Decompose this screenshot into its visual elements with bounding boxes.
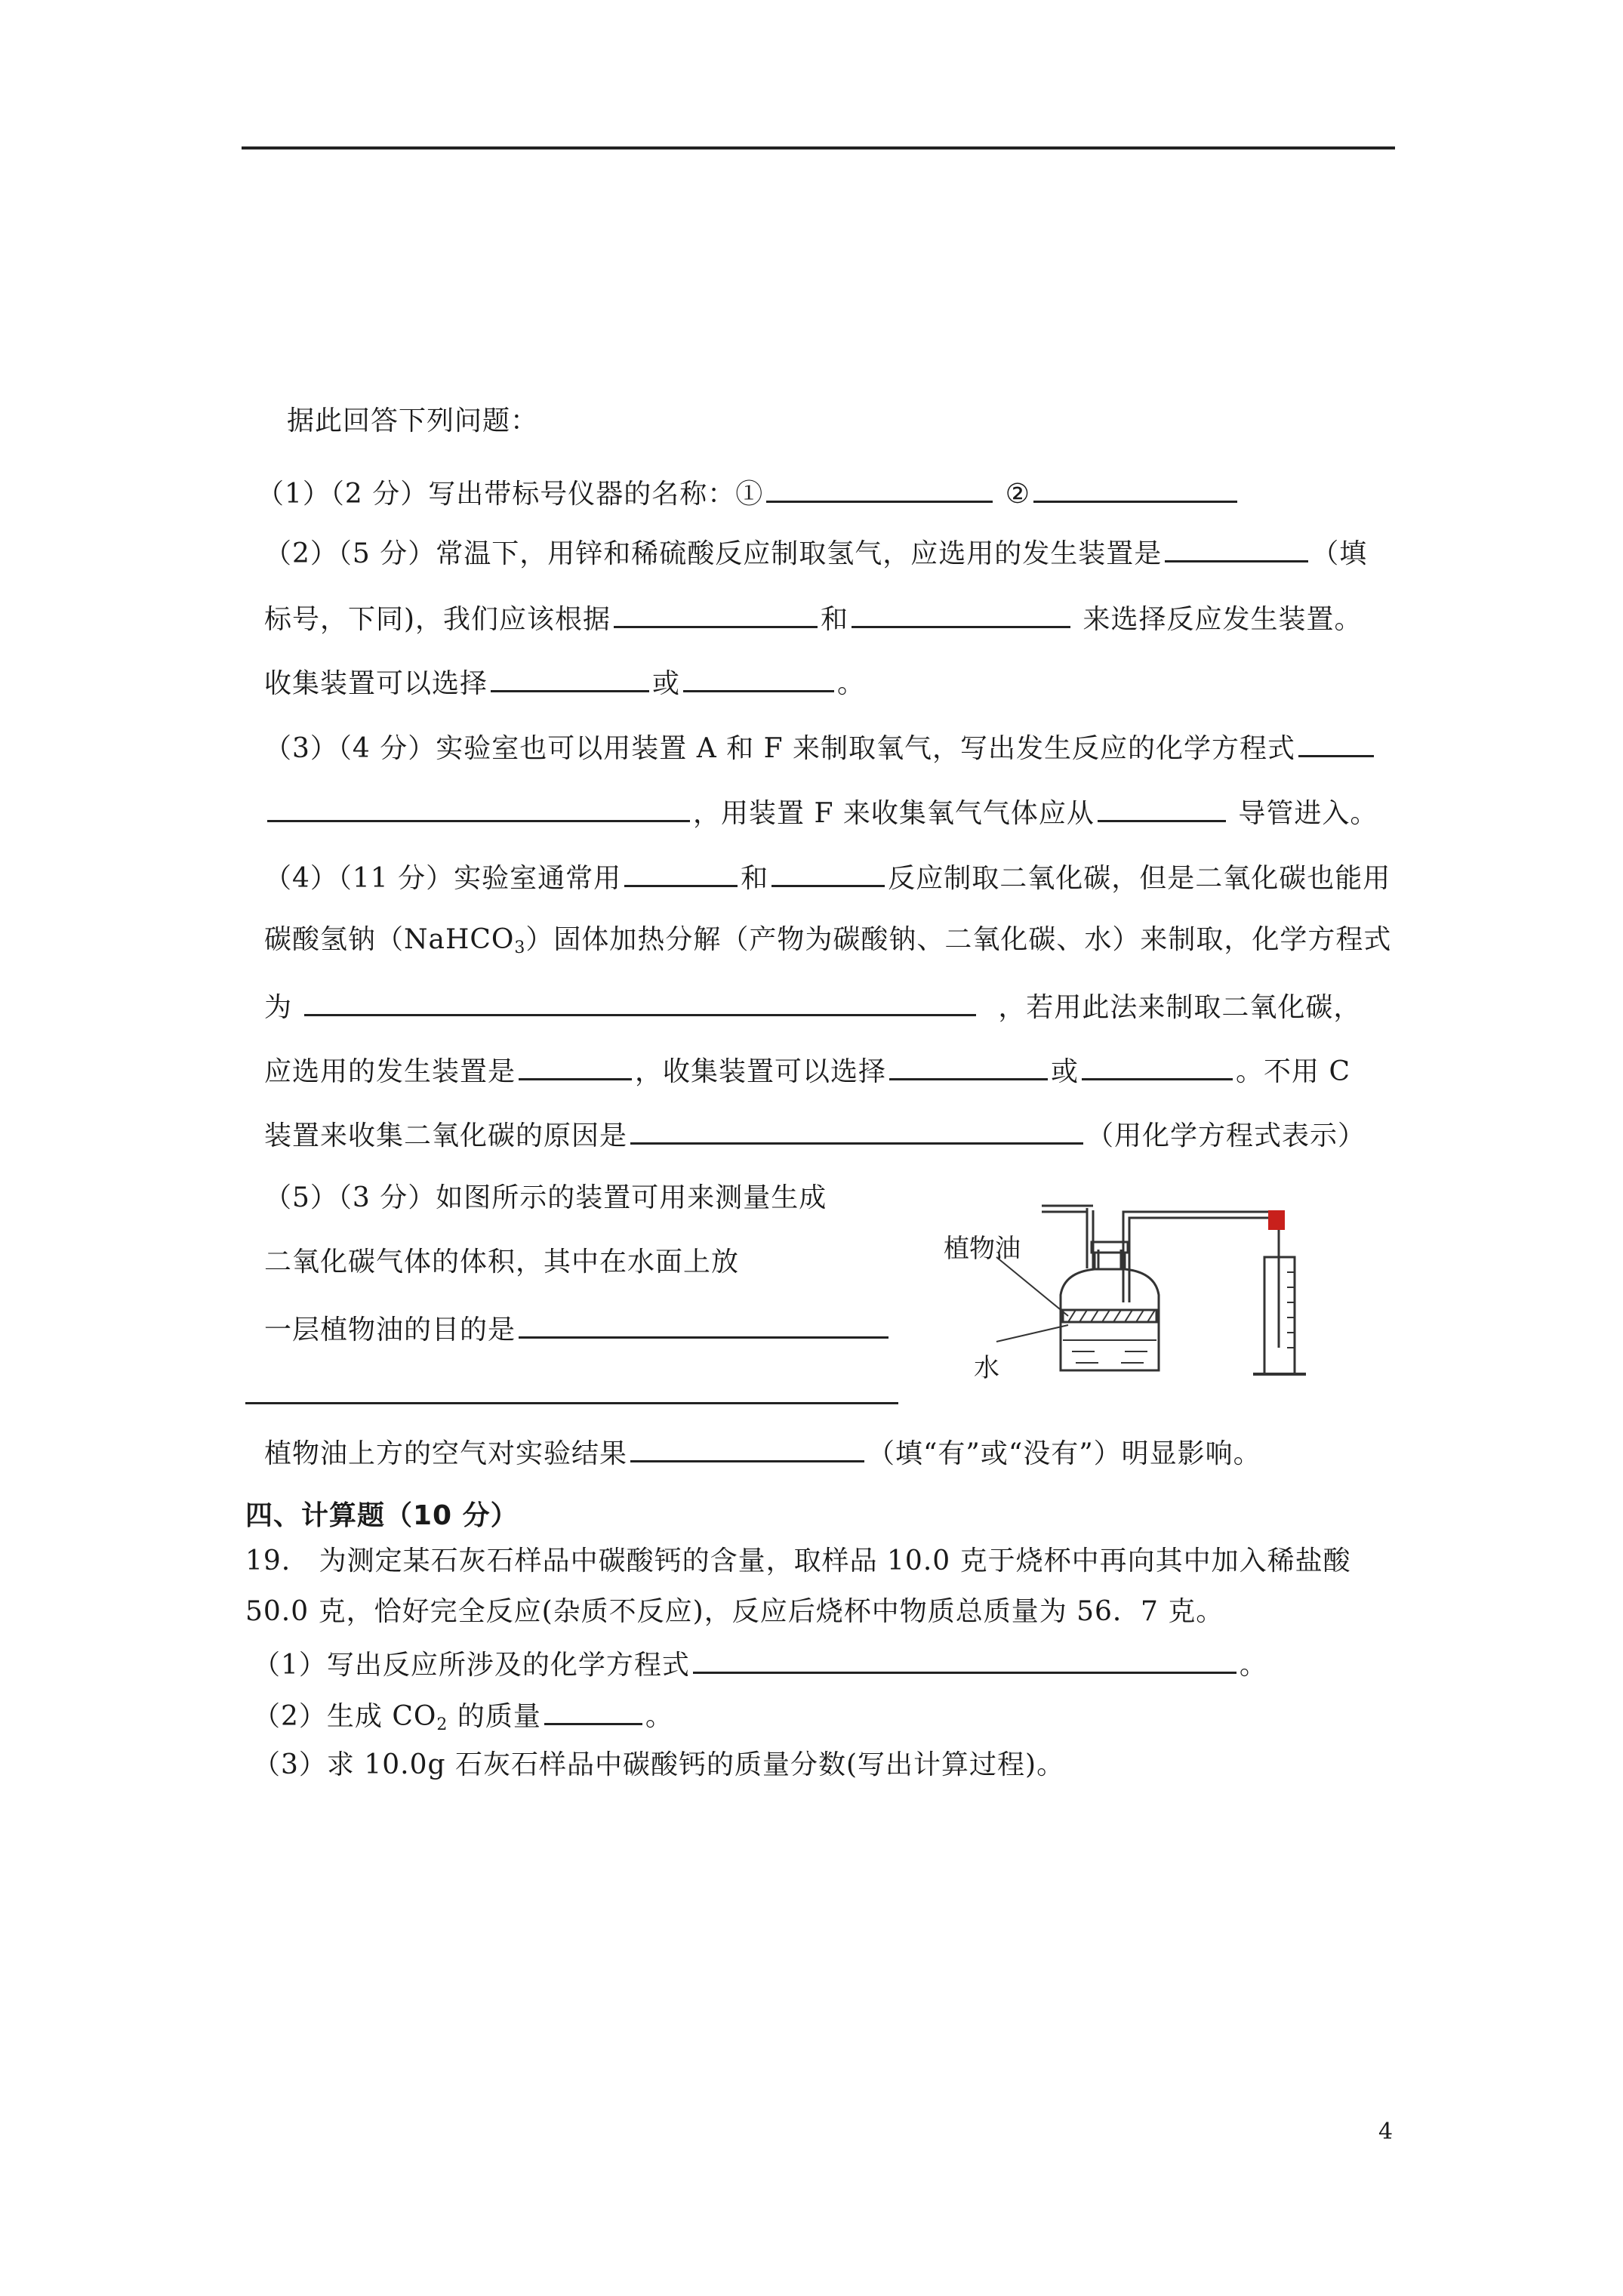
question-2-line3: 收集装置可以选择 或 。 xyxy=(264,664,865,701)
question-19-part2: （2）生成 $CO_2$ 的质量 。 xyxy=(253,1697,673,1734)
answer-line-5b[interactable] xyxy=(245,1402,898,1404)
blank-2e[interactable] xyxy=(683,664,834,692)
blank-2b[interactable] xyxy=(614,600,818,628)
blank-4g[interactable] xyxy=(630,1117,1083,1145)
question-5-line3: 一层植物油的目的是 xyxy=(264,1311,892,1347)
question-2-line2: 标号，下同)，我们应该根据 和 来选择反应发生装置。 xyxy=(264,600,1363,636)
question-1: （1）（2 分）写出带标号仪器的名称：① ② xyxy=(257,475,1240,511)
label-water: 水 xyxy=(974,1353,999,1383)
question-2-line1: （2）（5 分）常温下，用锌和稀硫酸反应制取氢气，应选用的发生装置是 （填 xyxy=(264,535,1367,571)
header-rule xyxy=(242,146,1395,149)
blank-2d[interactable] xyxy=(491,664,649,692)
question-19-part1: （1）写出反应所涉及的化学方程式 。 xyxy=(253,1646,1267,1682)
question-4-line5: 装置来收集二氧化碳的原因是 （用化学方程式表示） xyxy=(264,1117,1366,1153)
rubber-stopper-red xyxy=(1268,1210,1285,1230)
blank-5a[interactable] xyxy=(519,1311,888,1339)
blank-1a[interactable] xyxy=(766,475,993,503)
blank-4f[interactable] xyxy=(1082,1052,1233,1080)
blank-2c[interactable] xyxy=(852,600,1070,628)
question-5-line1: （5）（3 分）如图所示的装置可用来测量生成 xyxy=(264,1182,827,1213)
question-4-line1: （4）（11 分）实验室通常用 和 反应制取二氧化碳，但是二氧化碳也能用 xyxy=(264,859,1390,895)
blank-2a[interactable] xyxy=(1165,535,1308,562)
question-19-line1: 19. 为测定某石灰石样品中碳酸钙的含量，取样品 10.0 克于烧杯中再向其中加入稀盐酸 xyxy=(245,1546,1351,1576)
label-plant-oil: 植物油 xyxy=(944,1234,1021,1264)
blank-19b[interactable] xyxy=(544,1697,642,1725)
blank-3b[interactable] xyxy=(267,794,690,822)
intro-text: 据此回答下列问题： xyxy=(287,405,539,436)
question-5-line5: 植物油上方的空气对实验结果 （填“有”或“没有”）明显影响。 xyxy=(264,1435,1261,1471)
blank-4c[interactable] xyxy=(304,988,976,1016)
blank-4d[interactable] xyxy=(519,1052,632,1080)
question-3-line2: ，用装置 F 来收集氧气气体应从 导管进入。 xyxy=(264,794,1378,831)
blank-5c[interactable] xyxy=(630,1435,864,1462)
section-4-title: 四、计算题（10 分） xyxy=(245,1500,519,1531)
gas-measurement-apparatus-figure xyxy=(944,1197,1336,1385)
question-19-line2: 50.0 克，恰好完全反应(杂质不反应)，反应后烧杯中物质总质量为 56．7 克。 xyxy=(245,1596,1224,1627)
blank-4e[interactable] xyxy=(889,1052,1048,1080)
question-3-line1: （3）（4 分）实验室也可以用装置 A 和 F 来制取氧气，写出发生反应的化学方程式 xyxy=(264,729,1377,766)
page-number: 4 xyxy=(1378,2119,1394,2145)
question-5-line2: 二氧化碳气体的体积，其中在水面上放 xyxy=(264,1247,740,1277)
blank-1b[interactable] xyxy=(1033,475,1237,503)
blank-4a[interactable] xyxy=(624,859,738,887)
question-4-line2: 碳酸氢钠（NaHCO$_3$）固体加热分解（产物为碳酸钠、二氧化碳、水）来制取，化学方程式 xyxy=(264,924,1392,957)
blank-3a[interactable] xyxy=(1298,729,1374,757)
blank-19a[interactable] xyxy=(693,1646,1236,1674)
blank-4b[interactable] xyxy=(771,859,885,887)
question-4-line3: 为 ，若用此法来制取二氧化碳， xyxy=(264,988,1361,1025)
blank-3c[interactable] xyxy=(1098,794,1226,822)
question-4-line4: 应选用的发生装置是 ，收集装置可以选择 或 。不用 C xyxy=(264,1052,1350,1089)
question-19-part3: （3）求 10.0g 石灰石样品中碳酸钙的质量分数(写出计算过程)。 xyxy=(253,1749,1065,1780)
